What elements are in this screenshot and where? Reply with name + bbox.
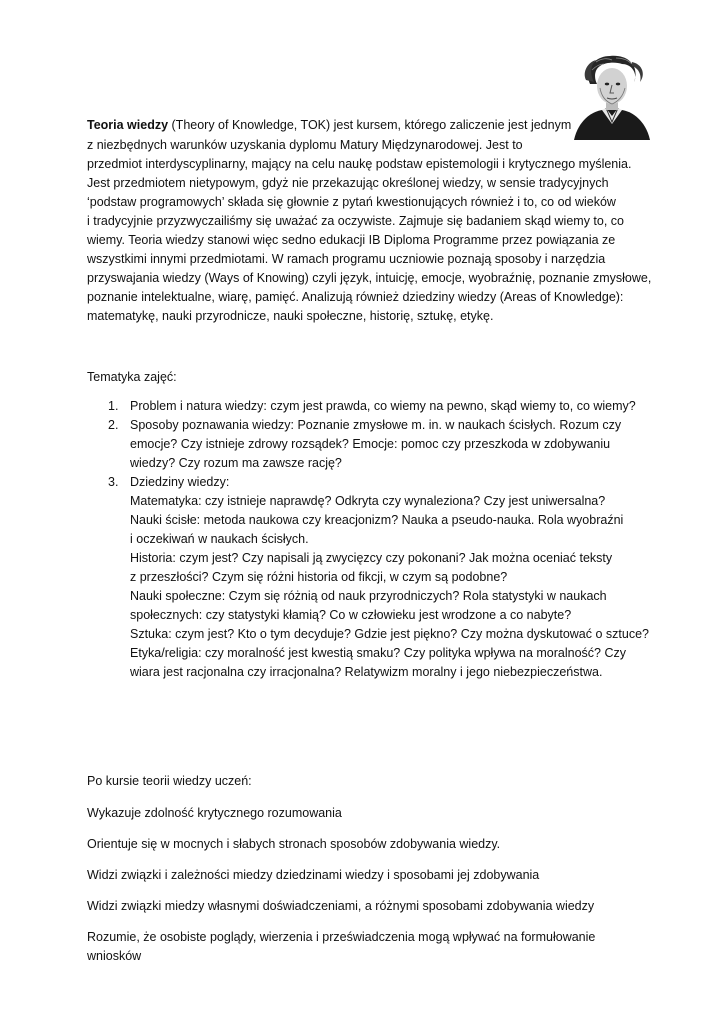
intro-line [87,117,571,133]
outcomes-heading: Po kursie teorii wiedzy uczeń: [87,774,252,788]
intro-line: przedmiot interdyscyplinarny, mający na celu naukę podstaw epistemologii i krytycznego myślenia. [87,157,632,171]
outcome-item: Wykazuje zdolność krytycznego rozumowania [87,806,342,820]
intro-bold-term: Teoria wiedzy [87,118,169,132]
outcome-item: Widzi związki miedzy własnymi doświadczeniami, a różnymi sposobami zdobywania wiedzy [87,899,595,913]
outcome-item-continuation: wniosków [87,949,142,963]
list-number: 2. [108,418,119,432]
topic-item-3-line: i oczekiwań w naukach ścisłych. [130,532,309,546]
list-number: 1. [108,399,119,413]
topic-item-3-line: Nauki społeczne: Czym się różnią od nauk przyrodniczych? Rola statystyki w naukach [130,589,607,603]
list-number: 3. [108,475,119,489]
topic-item-3-line: Nauki ścisłe: metoda naukowa czy kreacjonizm? Nauka a pseudo-nauka. Rola wyobraźni [130,513,624,527]
intro-line: wiemy. Teoria wiedzy stanowi więc sedno edukacji IB Diploma Programme przez powiązania ze [87,233,616,247]
intro-line: wszystkimi innymi przedmiotami. W ramach programu uczniowie poznają sposoby i narzędzia [87,252,606,266]
topic-item-2-line: Sposoby poznawania wiedzy: Poznanie zmysłowe m. in. w naukach ścisłych. Rozum czy [130,418,622,432]
intro-line: ‘podstaw programowych’ składa się głownie z pytań kwestionujących również i to, co od wieków [87,195,616,209]
topic-item-3-line: społecznych: czy statystyki kłamią? Co w człowieku jest wrodzone a co nabyte? [130,608,572,622]
topic-item-2-line: emocje? Czy istnieje zdrowy rozsądek? Emocje: pomoc czy przeszkoda w zdobywaniu [130,437,611,451]
outcome-item: Widzi związki i zależności miedzy dziedzinami wiedzy i sposobami jej zdobywania [87,868,540,882]
portrait-illustration [572,52,652,140]
topic-item-3-line: Dziedziny wiedzy: [130,475,230,489]
intro-line: Jest przedmiotem nietypowym, gdyż nie przekazując określonej wiedzy, w sensie tradycyjnych [87,176,609,190]
topic-item-3-line: Historia: czym jest? Czy napisali ją zwycięzcy czy pokonani? Jak można oceniać teksty [130,551,613,565]
topics-heading: Tematyka zajęć: [87,370,177,384]
topic-item-1: Problem i natura wiedzy: czym jest prawda, co wiemy na pewno, skąd wiemy to, co wiemy? [130,399,636,413]
topic-item-3-line: Sztuka: czym jest? Kto o tym decyduje? Gdzie jest piękno? Czy można dyskutować o sztuce? [130,627,649,641]
outcome-item: Orientuje się w mocnych i słabych stronach sposobów zdobywania wiedzy. [87,837,501,851]
intro-line: poznanie intelektualne, wiarę, pamięć. Analizują również dziedziny wiedzy (Areas of Knowledge): [87,290,624,304]
outcome-item: Rozumie, że osobiste poglądy, wierzenia i przeświadczenia mogą wpływać na formułowanie [87,930,596,944]
topic-item-2-line: wiedzy? Czy rozum ma zawsze rację? [130,456,342,470]
intro-line: matematykę, nauki przyrodnicze, nauki społeczne, historię, sztukę, etykę. [87,309,494,323]
intro-first-line-rest: (Theory of Knowledge, TOK) jest kursem, którego zaliczenie jest jednym [168,118,572,132]
intro-line: i tradycyjnie przyzwyczailiśmy się uważać za oczywiste. Zajmuje się badaniem skąd wiemy to, co [87,214,624,228]
topic-item-3-line: Matematyka: czy istnieje naprawdę? Odkryta czy wynaleziona? Czy jest uniwersalna? [130,494,606,508]
intro-line: przyswajania wiedzy (Ways of Knowing) czyli język, intuicję, emocje, wyobraźnię, poznanie zmysłowe, [87,271,652,285]
topic-item-3-line: wiara jest racjonalna czy irracjonalna? Relatywizm moralny i jego niebezpieczeństwa. [130,665,603,679]
intro-line: z niezbędnych warunków uzyskania dyplomu Matury Międzynarodowej. Jest to [87,138,523,152]
topic-item-3-line: z przeszłości? Czym się różni historia od fikcji, w czym są podobne? [130,570,508,584]
topic-item-3-line: Etyka/religia: czy moralność jest kwestią smaku? Czy polityka wpływa na moralność? Czy [130,646,627,660]
